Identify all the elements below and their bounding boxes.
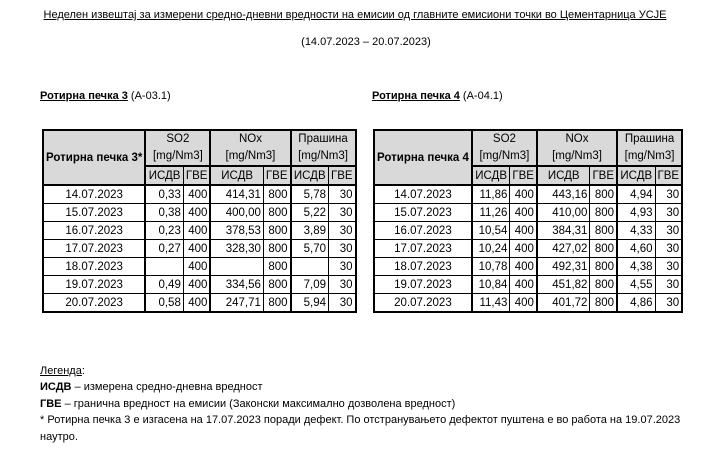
value-cell: 30	[655, 185, 682, 204]
value-cell: 400	[183, 258, 210, 276]
value-cell: 10,24	[472, 240, 510, 258]
table-row	[43, 185, 356, 204]
value-cell: 334,56	[210, 276, 263, 294]
value-cell: 401,72	[537, 294, 590, 313]
legend-term-gve: ГВЕ	[40, 397, 62, 410]
sub-header: ИСДВ	[210, 166, 263, 185]
value-cell: 0,58	[145, 294, 183, 313]
value-cell: 11,26	[472, 204, 510, 222]
pollutant-unit: [mg/Nm3]	[552, 150, 602, 162]
value-cell: 7,09	[291, 276, 329, 294]
value-cell: 800	[263, 276, 290, 294]
value-cell: 30	[655, 240, 682, 258]
date-cell: 18.07.2023	[374, 258, 472, 276]
legend-footnote: * Ротирна печка 3 е изгасена на 17.07.2023 поради дефект. По отстранувањето дефектот пуштена е во работа на 19.07.2023 наутро.	[40, 414, 681, 443]
section-label-kiln-3	[40, 90, 171, 102]
value-cell: 11,43	[472, 294, 510, 313]
date-cell: 19.07.2023	[43, 276, 145, 294]
section-label-kiln-4	[372, 90, 503, 102]
pollutant-name: Прашина	[298, 133, 348, 145]
value-cell: 5,94	[291, 294, 329, 313]
table-row	[374, 258, 682, 276]
pollutant-unit: [mg/Nm3]	[479, 150, 530, 162]
table-row	[43, 240, 356, 258]
pollutant-name: SO2	[492, 133, 516, 145]
legend-def-gve: – гранична вредност на емисии (Законски максимално дозволена вредност)	[61, 397, 456, 410]
value-cell	[291, 258, 329, 276]
value-cell: 378,53	[210, 222, 263, 240]
pollutant-name: SO2	[166, 133, 190, 145]
value-cell: 30	[655, 204, 682, 222]
emissions-table-kiln-3	[42, 129, 357, 313]
value-cell: 800	[590, 258, 617, 276]
section-name: Ротирна печка 4	[372, 90, 460, 102]
value-cell: 800	[590, 222, 617, 240]
value-cell: 427,02	[537, 240, 590, 258]
table-row	[43, 258, 356, 276]
value-cell: 410,00	[537, 204, 590, 222]
value-cell: 400	[510, 204, 537, 222]
value-cell: 800	[263, 294, 290, 313]
date-cell: 18.07.2023	[43, 258, 145, 276]
legend-title-colon: :	[81, 365, 85, 377]
value-cell: 0,38	[145, 204, 183, 222]
value-cell: 800	[590, 294, 617, 313]
value-cell: 10,54	[472, 222, 510, 240]
table-row	[374, 222, 682, 240]
value-cell: 30	[329, 185, 356, 204]
value-cell: 400	[183, 185, 210, 204]
value-cell: 4,33	[617, 222, 655, 240]
table-row	[374, 204, 682, 222]
sub-header: ГВЕ	[510, 166, 537, 185]
value-cell: 30	[329, 294, 356, 313]
date-cell: 16.07.2023	[374, 222, 472, 240]
value-cell: 4,93	[617, 204, 655, 222]
value-cell: 400	[183, 294, 210, 313]
table-row	[374, 185, 682, 204]
pollutant-header	[472, 130, 537, 166]
value-cell: 0,27	[145, 240, 183, 258]
value-cell: 384,31	[537, 222, 590, 240]
table-row	[374, 240, 682, 258]
pollutant-header	[145, 130, 210, 166]
value-cell: 328,30	[210, 240, 263, 258]
value-cell: 0,49	[145, 276, 183, 294]
legend	[40, 363, 700, 445]
value-cell: 800	[263, 222, 290, 240]
date-cell: 19.07.2023	[374, 276, 472, 294]
value-cell: 5,70	[291, 240, 329, 258]
date-cell: 17.07.2023	[374, 240, 472, 258]
value-cell: 30	[329, 258, 356, 276]
value-cell: 800	[590, 240, 617, 258]
value-cell: 30	[329, 204, 356, 222]
sub-header: ГВЕ	[329, 166, 356, 185]
sub-header: ГВЕ	[655, 166, 682, 185]
value-cell: 400	[183, 204, 210, 222]
section-code: (А-03.1)	[127, 90, 171, 102]
sub-header: ИСДВ	[537, 166, 590, 185]
value-cell: 5,78	[291, 185, 329, 204]
report-period: (14.07.2023 – 20.07.2023)	[301, 36, 431, 48]
pollutant-unit: [mg/Nm3]	[225, 150, 276, 162]
pollutant-unit: [mg/Nm3]	[298, 150, 348, 162]
pollutant-name: NOx	[565, 133, 589, 145]
table-row	[43, 294, 356, 313]
date-cell: 16.07.2023	[43, 222, 145, 240]
table-row	[374, 276, 682, 294]
value-cell: 400,00	[210, 204, 263, 222]
value-cell: 800	[263, 204, 290, 222]
section-name: Ротирна печка 3	[40, 90, 128, 102]
table-row	[43, 276, 356, 294]
value-cell	[210, 258, 263, 276]
sub-header: ГВЕ	[263, 166, 290, 185]
sub-header: ИСДВ	[617, 166, 655, 185]
value-cell: 400	[183, 222, 210, 240]
value-cell: 10,78	[472, 258, 510, 276]
pollutant-unit: [mg/Nm3]	[152, 150, 203, 162]
value-cell: 4,86	[617, 294, 655, 313]
value-cell: 30	[329, 222, 356, 240]
value-cell: 4,38	[617, 258, 655, 276]
value-cell: 4,60	[617, 240, 655, 258]
value-cell: 3,89	[291, 222, 329, 240]
value-cell: 5,22	[291, 204, 329, 222]
value-cell: 30	[655, 294, 682, 313]
section-code: (А-04.1)	[459, 90, 503, 102]
table-row	[43, 204, 356, 222]
value-cell: 0,23	[145, 222, 183, 240]
pollutant-header	[291, 130, 356, 166]
legend-term-isdv: ИСДВ	[40, 381, 72, 394]
value-cell: 400	[183, 240, 210, 258]
value-cell: 400	[510, 258, 537, 276]
pollutant-name: Прашина	[624, 133, 675, 145]
value-cell: 4,55	[617, 276, 655, 294]
sub-header: ИСДВ	[291, 166, 329, 185]
value-cell: 492,31	[537, 258, 590, 276]
value-cell: 800	[263, 258, 290, 276]
date-cell: 20.07.2023	[43, 294, 145, 313]
report-title: Неделен извештај за измерени средно-дневни вредности на емисии од главните емисиони точки во Цементарница УСЈЕ	[43, 9, 667, 21]
value-cell: 30	[329, 276, 356, 294]
value-cell: 30	[655, 222, 682, 240]
table-row	[374, 294, 682, 313]
sub-header: ИСДВ	[145, 166, 183, 185]
value-cell: 800	[263, 185, 290, 204]
value-cell: 30	[329, 240, 356, 258]
value-cell: 400	[510, 276, 537, 294]
sub-header: ГВЕ	[590, 166, 617, 185]
pollutant-header	[537, 130, 617, 166]
date-cell: 15.07.2023	[374, 204, 472, 222]
sub-header: ИСДВ	[472, 166, 510, 185]
pollutant-header	[210, 130, 290, 166]
sub-header: ГВЕ	[183, 166, 210, 185]
value-cell: 443,16	[537, 185, 590, 204]
value-cell	[145, 258, 183, 276]
value-cell: 400	[510, 240, 537, 258]
value-cell: 414,31	[210, 185, 263, 204]
value-cell: 10,84	[472, 276, 510, 294]
date-cell: 20.07.2023	[374, 294, 472, 313]
kiln-name-header: Ротирна печка 3*	[43, 130, 145, 185]
value-cell: 11,86	[472, 185, 510, 204]
value-cell: 800	[263, 240, 290, 258]
pollutant-header	[617, 130, 682, 166]
date-cell: 17.07.2023	[43, 240, 145, 258]
value-cell: 400	[510, 185, 537, 204]
value-cell: 451,82	[537, 276, 590, 294]
value-cell: 800	[590, 185, 617, 204]
date-cell: 14.07.2023	[43, 185, 145, 204]
value-cell: 800	[590, 276, 617, 294]
kiln-name-header: Ротирна печка 4	[374, 130, 472, 185]
value-cell: 247,71	[210, 294, 263, 313]
value-cell: 400	[510, 294, 537, 313]
value-cell: 400	[183, 276, 210, 294]
emissions-table-kiln-4	[373, 129, 683, 313]
date-cell: 14.07.2023	[374, 185, 472, 204]
table-row	[43, 222, 356, 240]
value-cell: 30	[655, 276, 682, 294]
value-cell: 4,94	[617, 185, 655, 204]
date-cell: 15.07.2023	[43, 204, 145, 222]
legend-def-isdv: – измерена средно-дневна вредност	[71, 381, 263, 394]
value-cell: 800	[590, 204, 617, 222]
value-cell: 30	[655, 258, 682, 276]
pollutant-unit: [mg/Nm3]	[624, 150, 675, 162]
pollutant-name: NOx	[238, 133, 262, 145]
value-cell: 0,33	[145, 185, 183, 204]
legend-title: Легенда	[40, 365, 82, 377]
value-cell: 400	[510, 222, 537, 240]
